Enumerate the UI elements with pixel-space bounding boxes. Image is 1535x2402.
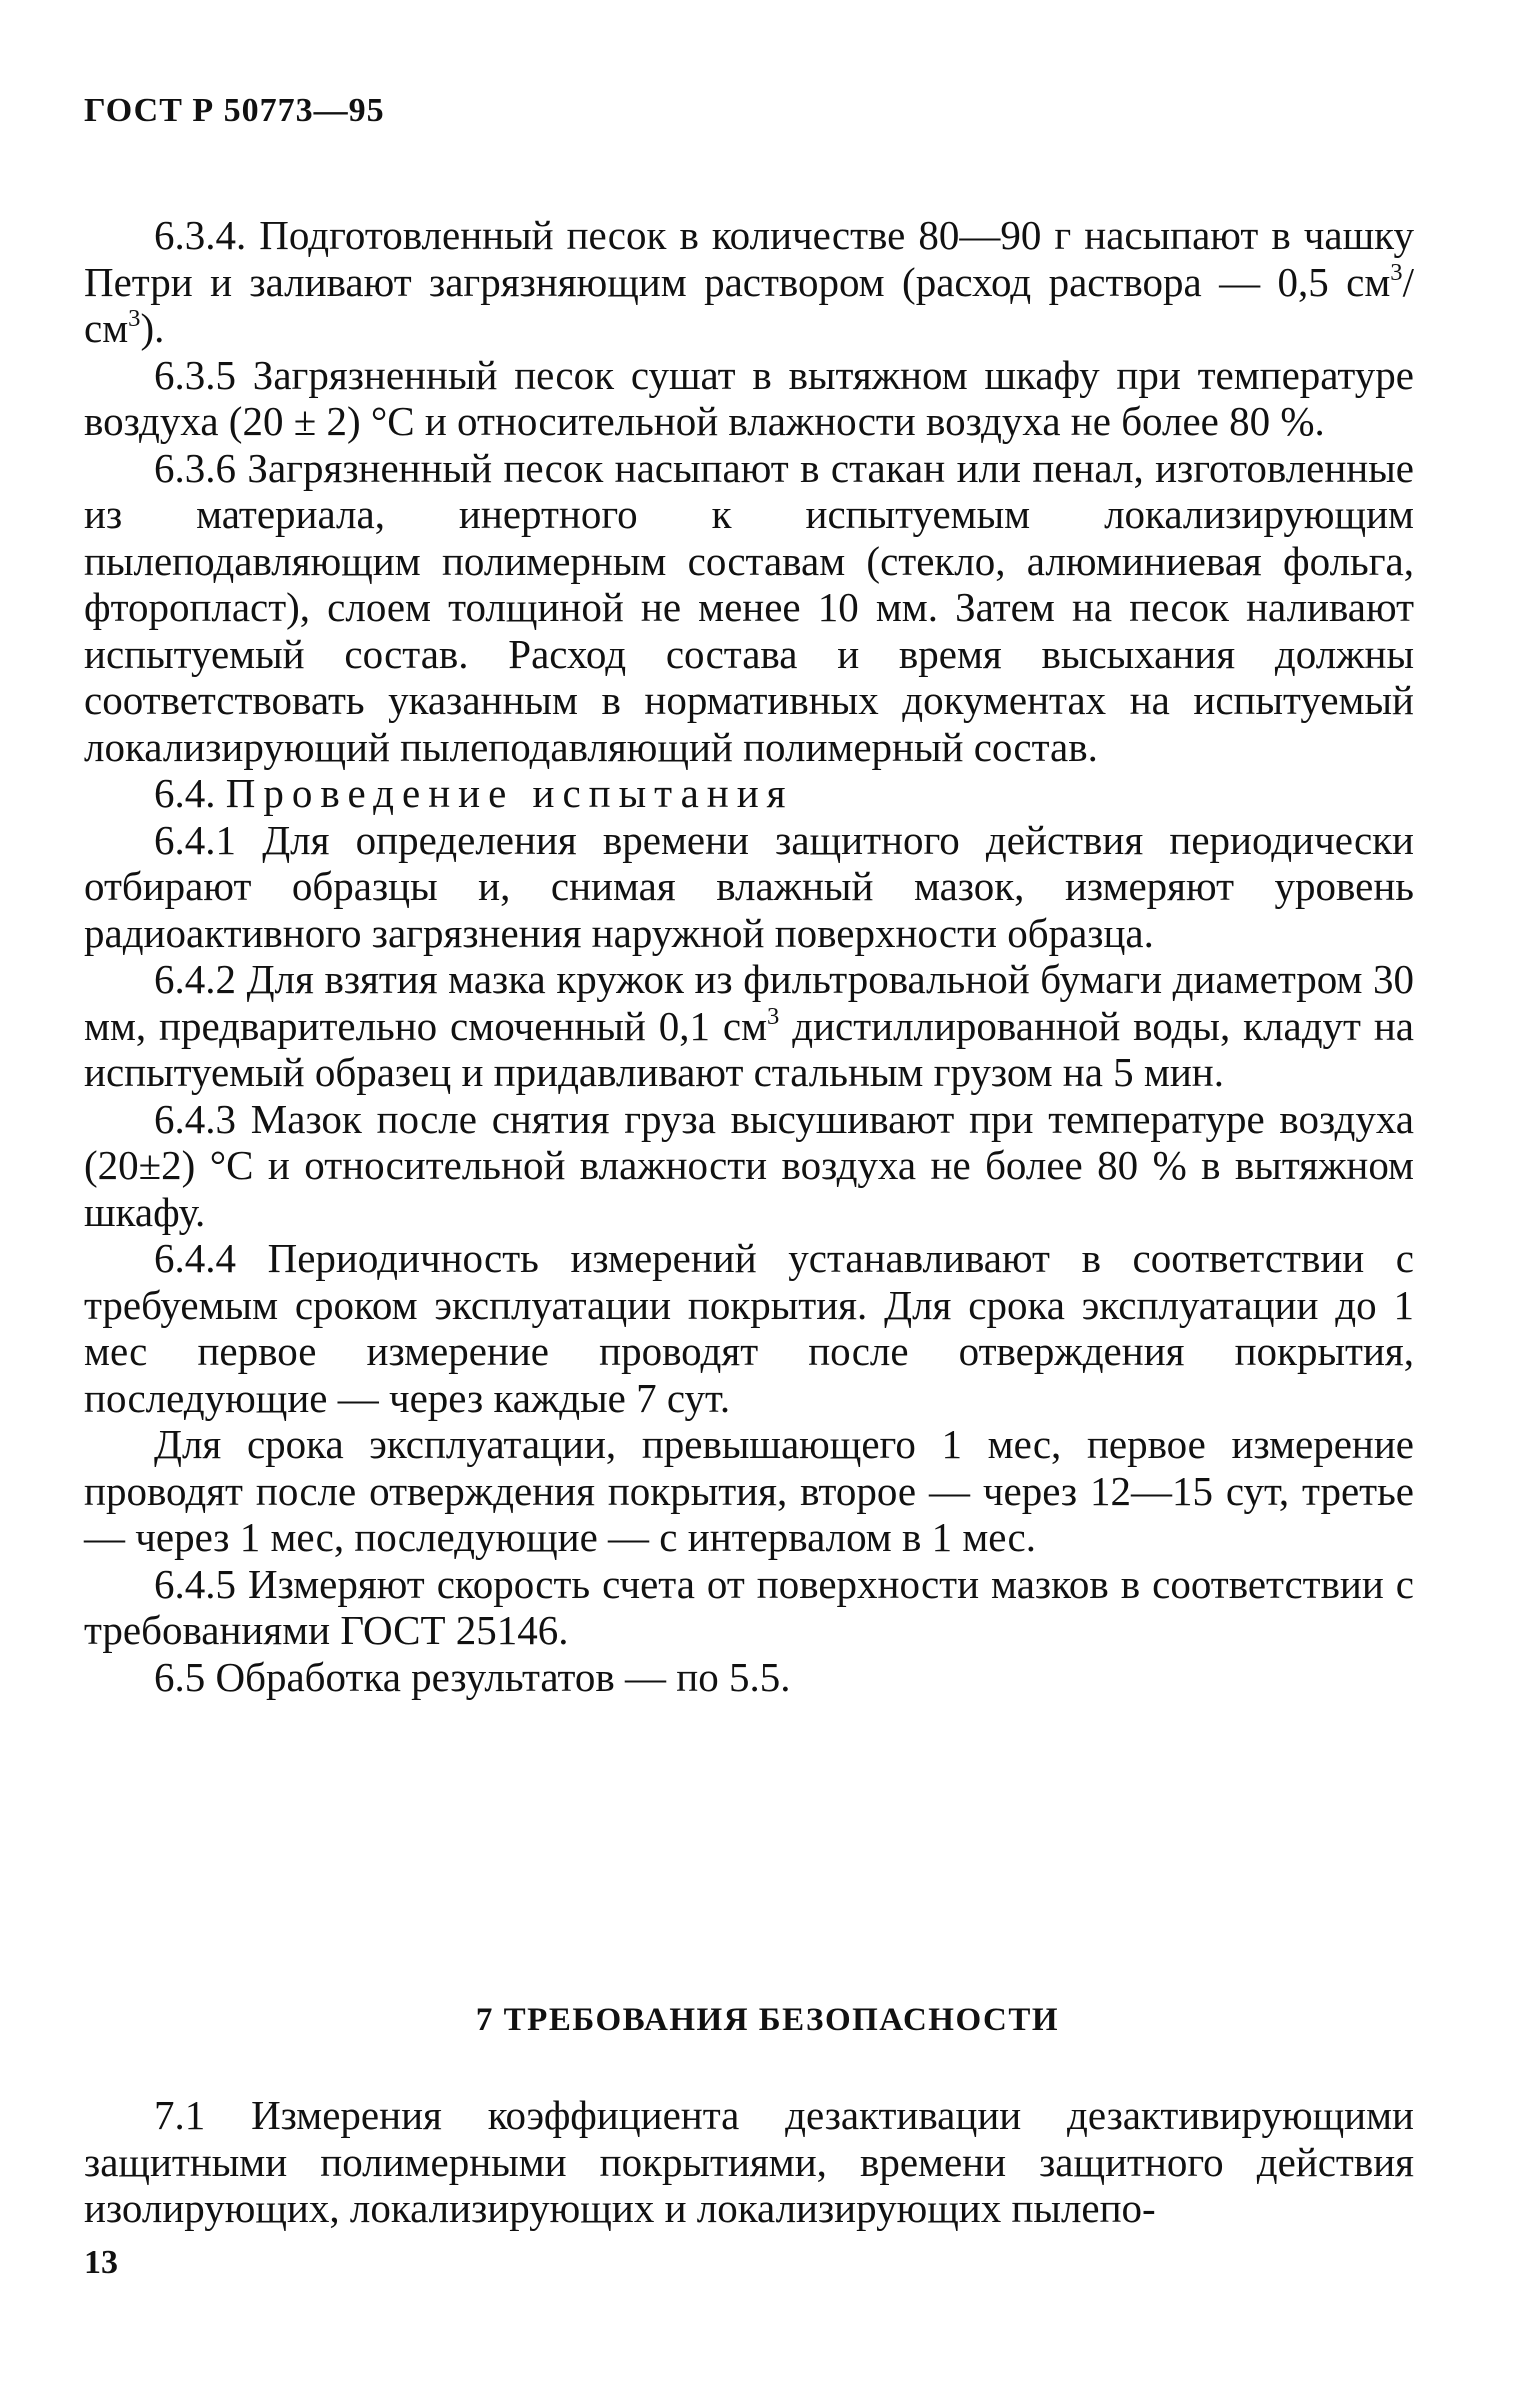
paragraph-6-4-4-continued: Для срока эксплуатации, превышающего 1 мес, первое измерение проводят после отверждения покрытия, второе — через 12—15 сут, третье — через 1 мес, последующие — с интервалом в 1 мес.	[84, 1421, 1414, 1560]
paragraph-6-4-4: 6.4.4 Периодичность измерений устанавливают в соответствии с требуемым сроком эксплуатации покрытия. Для срока эксплуатации до 1 мес первое измерение проводят после отверждения покрытия, последующие — через каждые 7 сут.	[84, 1235, 1414, 1421]
paragraph-6-4-5: 6.4.5 Измеряют скорость счета от поверхности мазков в соответствии с требованиями ГОСТ 25146.	[84, 1560, 1414, 1653]
paragraph-6-3-4: 6.3.4. Подготовленный песок в количестве 80—90 г насыпают в чашку Петри и заливают загрязняющим раствором (расход раствора — 0,5 $см^3/см^3$).	[84, 212, 1414, 351]
superscript: 3	[128, 305, 141, 333]
page-number: 13	[84, 2244, 118, 2281]
paragraph-6-5: 6.5 Обработка результатов — по 5.5.	[154, 1653, 791, 1700]
subsection-title: Проведение испытания	[225, 770, 794, 816]
superscript: 3	[1390, 258, 1403, 286]
paragraph-6-4-3: 6.4.3 Мазок после снятия груза высушивают при температуре воздуха (20±2) °С и относительной влажности воздуха не более 80 % в вытяжном шкафу.	[84, 1095, 1414, 1235]
section-7-title: 7 ТРЕБОВАНИЯ БЕЗОПАСНОСТИ	[475, 2002, 1060, 2038]
subsection-heading-6-4: 6.4. Проведение испытания	[154, 770, 794, 816]
paragraph-6-3-5: 6.3.5 Загрязненный песок сушат в вытяжном шкафу при температуре воздуха (20 ± 2) °С и относительной влажности воздуха не более 80 %.	[84, 351, 1414, 444]
paragraph-7-1: 7.1 Измерения коэффициента дезактивации дезактивирующими защитными полимерными покрытиями, времени защитного действия изолирующих, локализирующих и локализирующих пылепо-	[84, 2092, 1414, 2231]
paragraph-6-4-2: 6.4.2 Для взятия мазка кружок из фильтровальной бумаги диаметром 30 мм, предварительно смоченный 0,1 $см^3$ дистиллированной воды, кладут на испытуемый образец и придавливают стальным грузом на 5 мин.	[84, 956, 1414, 1095]
superscript: 3	[767, 1002, 780, 1030]
section-7-text-block	[84, 2092, 1414, 2232]
paragraph-6-4-1: 6.4.1 Для определения времени защитного действия периодически отбирают образцы и, снимая влажный мазок, измеряют уровень радиоактивного загрязнения наружной поверхности образца.	[84, 816, 1414, 956]
main-text-block	[84, 212, 1414, 1700]
paragraph-6-3-6: 6.3.6 Загрязненный песок насыпают в стакан или пенал, изготовленные из материала, инертного к испытуемым локализирующим пылеподавляющим полимерным составам (стекло, алюминиевая фольга, фторопласт), слоем толщиной не менее 10 мм. Затем на песок наливают испытуемый состав. Расход состава и время высыхания должны соответствовать указанным в нормативных документах на испытуемый локализирующий пылеподавляющий полимерный состав.	[84, 444, 1414, 770]
document-header: ГОСТ Р 50773—95	[84, 92, 385, 129]
